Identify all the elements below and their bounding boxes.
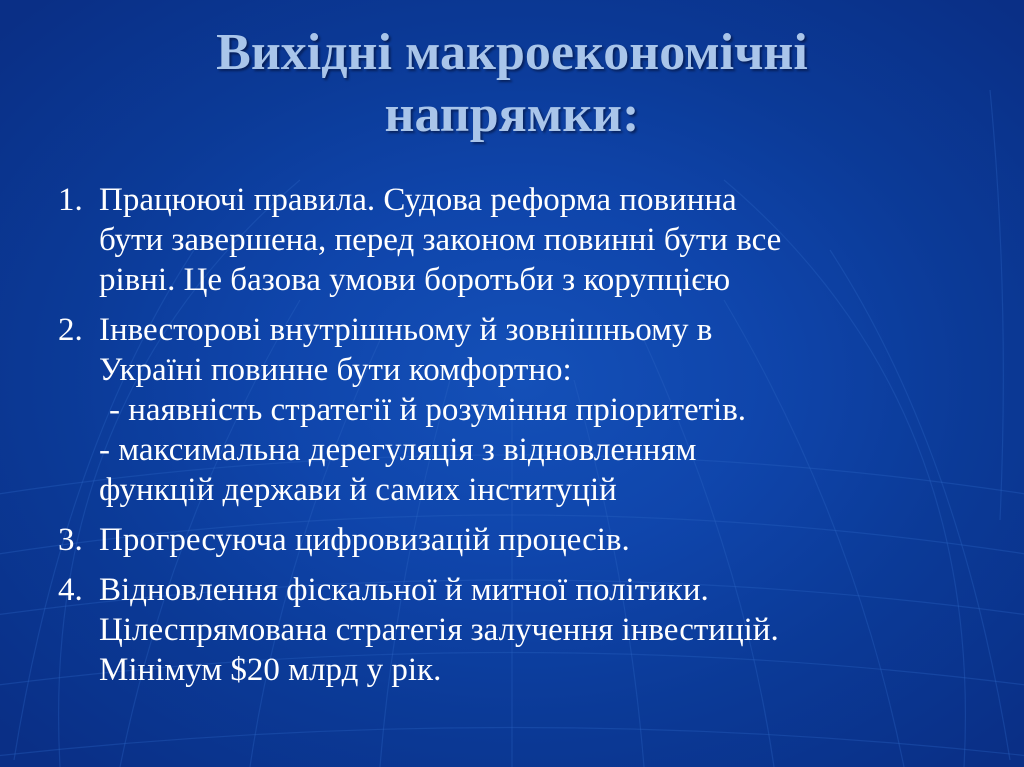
list-item-4: [58, 570, 1008, 690]
list-item-text: Відновлення фіскальної й митної політики.: [99, 572, 709, 608]
list-item-text: Працюючі правила. Судова реформа повинна: [99, 182, 737, 218]
list-item-number: 1.: [58, 182, 83, 218]
list-item-text: Інвесторові внутрішньому й зовнішньому в: [99, 312, 713, 348]
list-item-text: Прогресуюча цифровизацій процесів.: [99, 522, 630, 558]
list-item-number: 3.: [58, 522, 83, 558]
list-item-text: Україні повинне бути комфортно:: [99, 352, 572, 388]
list-item-text: Цілеспрямована стратегія залучення інвестицій.: [99, 612, 779, 648]
slide-title-line-2: напрямки:: [384, 86, 640, 143]
list-item-text: Мінімум $20 млрд у рік.: [99, 652, 442, 688]
list-item-number: 2.: [58, 312, 83, 348]
list-item-number: 4.: [58, 572, 83, 608]
list-item-text: функцій держави й самих інституцій: [99, 472, 617, 508]
list-item-subpoint: - наявність стратегії й розуміння пріоритетів.: [109, 392, 747, 428]
slide-title: [0, 22, 1024, 146]
list-item-text: рівні. Це базова умови боротьби з корупцією: [99, 262, 731, 298]
list-item-1: [58, 180, 1008, 300]
list-item-text: бути завершена, перед законом повинні бути все: [99, 222, 782, 258]
list-item-2: [58, 310, 1008, 510]
slide-title-line-1: Вихідні макроекономічні: [216, 24, 808, 81]
list-item-3: [58, 520, 1008, 560]
list-item-subpoint: - максимальна дерегуляція з відновленням: [99, 432, 697, 468]
slide-body: [58, 180, 1008, 700]
